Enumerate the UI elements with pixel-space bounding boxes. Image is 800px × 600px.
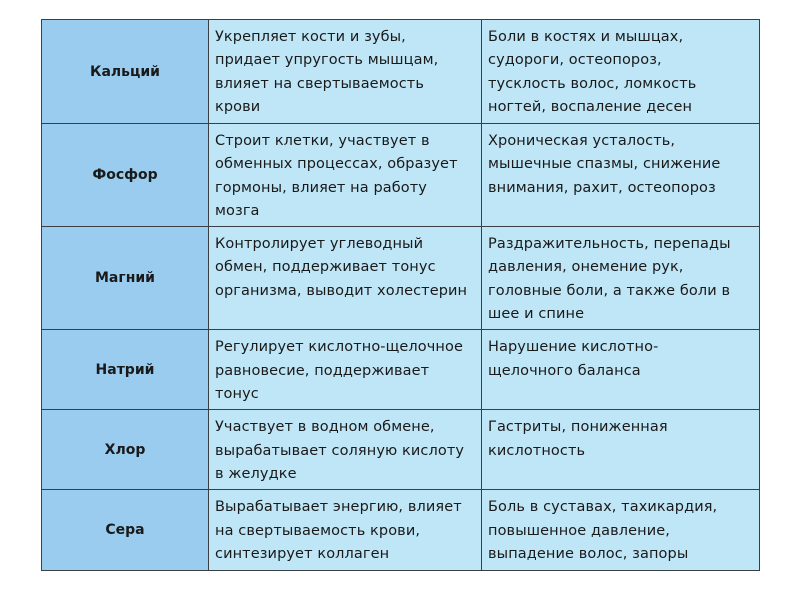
mineral-name-cell: Магний bbox=[42, 227, 209, 330]
table-row bbox=[42, 20, 760, 124]
mineral-name-cell: Кальций bbox=[42, 20, 209, 124]
function-cell: Вырабатывает энергию, влияет на свертываемость крови, синтезирует коллаген bbox=[209, 490, 482, 571]
minerals-table bbox=[41, 19, 760, 571]
function-cell: Регулирует кислотно-щелочное равновесие, поддерживает тонус bbox=[209, 330, 482, 410]
function-cell: Укрепляет кости и зубы, придает упругость мышцам, влияет на свертываемость крови bbox=[209, 20, 482, 124]
mineral-name-cell: Хлор bbox=[42, 410, 209, 490]
deficiency-cell: Гастриты, пониженная кислотность bbox=[482, 410, 760, 490]
deficiency-cell: Хроническая усталость, мышечные спазмы, снижение внимания, рахит, остеопороз bbox=[482, 124, 760, 227]
deficiency-cell: Боли в костях и мышцах, судороги, остеопороз, тусклость волос, ломкость ногтей, воспаление десен bbox=[482, 20, 760, 124]
table-row bbox=[42, 410, 760, 490]
function-cell: Строит клетки, участвует в обменных процессах, образует гормоны, влияет на работу мозга bbox=[209, 124, 482, 227]
table-row bbox=[42, 330, 760, 410]
function-cell: Участвует в водном обмене, вырабатывает соляную кислоту в желудке bbox=[209, 410, 482, 490]
mineral-name-cell: Фосфор bbox=[42, 124, 209, 227]
deficiency-cell: Нарушение кислотно- щелочного баланса bbox=[482, 330, 760, 410]
mineral-name-cell: Натрий bbox=[42, 330, 209, 410]
deficiency-cell: Боль в суставах, тахикардия, повышенное давление, выпадение волос, запоры bbox=[482, 490, 760, 571]
table-row bbox=[42, 490, 760, 571]
table-row bbox=[42, 124, 760, 227]
function-cell: Контролирует углеводный обмен, поддерживает тонус организма, выводит холестерин bbox=[209, 227, 482, 330]
deficiency-cell: Раздражительность, перепады давления, онемение рук, головные боли, а также боли в шее и спине bbox=[482, 227, 760, 330]
table-row bbox=[42, 227, 760, 330]
mineral-name-cell: Сера bbox=[42, 490, 209, 571]
